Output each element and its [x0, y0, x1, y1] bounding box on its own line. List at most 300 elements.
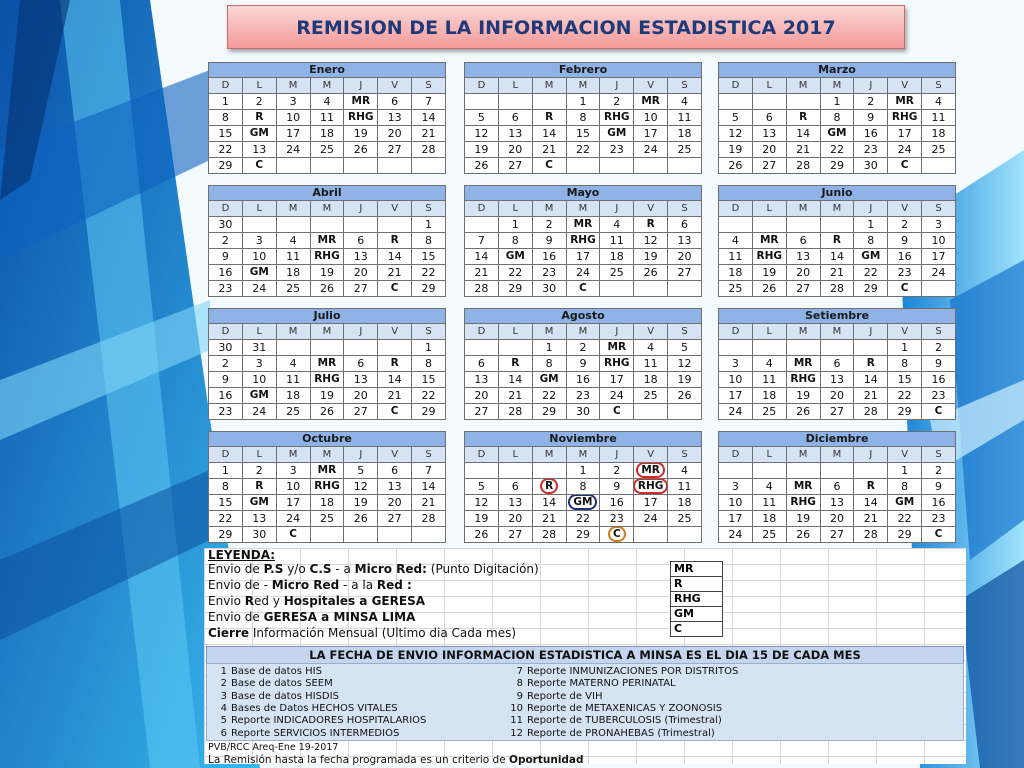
day-cell: 22 [888, 388, 922, 404]
day-cell: 13 [820, 495, 854, 511]
circled-mark: RHG [635, 480, 667, 492]
day-cell: 16 [888, 249, 922, 265]
day-cell: 22 [566, 142, 600, 158]
day-cell: 26 [634, 265, 668, 281]
code-cell: MR [888, 94, 922, 110]
legend-code: MR [671, 562, 723, 577]
code-cell: C [242, 158, 276, 174]
day-cell: 11 [719, 249, 753, 265]
legend-item [208, 626, 516, 640]
day-cell: 8 [498, 233, 532, 249]
code-cell: MR [752, 233, 786, 249]
code-cell: R [786, 110, 820, 126]
day-cell: 29 [532, 404, 566, 420]
day-cell [412, 158, 446, 174]
legend-item [208, 578, 412, 592]
day-cell: 17 [566, 249, 600, 265]
day-cell: 16 [922, 372, 956, 388]
day-cell: 18 [600, 249, 634, 265]
code-cell: C [532, 158, 566, 174]
day-cell: 2 [600, 463, 634, 479]
weekday-header: M [786, 324, 820, 340]
day-cell: 23 [922, 388, 956, 404]
weekday-header: V [634, 201, 668, 217]
day-cell: 6 [820, 479, 854, 495]
weekday-header: S [668, 447, 702, 463]
report-name: Reporte de METAXENICAS Y ZOONOSIS [527, 702, 723, 714]
weekday-header: L [752, 324, 786, 340]
day-cell: 21 [532, 511, 566, 527]
day-cell: 12 [344, 479, 378, 495]
day-cell [600, 281, 634, 297]
day-cell: 26 [344, 142, 378, 158]
day-cell: 3 [242, 233, 276, 249]
code-cell: MR [310, 233, 344, 249]
weekday-header: J [344, 447, 378, 463]
weekday-header: L [242, 201, 276, 217]
day-cell: 2 [854, 94, 888, 110]
day-cell: 15 [888, 372, 922, 388]
day-cell: 21 [465, 265, 499, 281]
weekday-header: V [888, 447, 922, 463]
day-cell: 25 [668, 142, 702, 158]
day-cell [719, 340, 753, 356]
weekday-header: D [465, 447, 499, 463]
day-cell: 24 [719, 404, 753, 420]
weekday-header: V [378, 78, 412, 94]
day-cell: 28 [532, 527, 566, 543]
day-cell: 13 [668, 233, 702, 249]
weekday-header: M [786, 447, 820, 463]
day-cell: 26 [465, 158, 499, 174]
day-cell: 14 [854, 495, 888, 511]
weekday-header: V [378, 201, 412, 217]
day-cell: 23 [600, 142, 634, 158]
day-cell: 20 [344, 388, 378, 404]
day-cell: 16 [209, 265, 243, 281]
day-cell [668, 527, 702, 543]
weekday-header: D [719, 78, 753, 94]
day-cell: 4 [668, 94, 702, 110]
day-cell: 30 [854, 158, 888, 174]
code-cell: MR [566, 217, 600, 233]
weekday-header: S [922, 324, 956, 340]
day-cell: 6 [498, 479, 532, 495]
day-cell: 26 [310, 281, 344, 297]
day-cell: 6 [752, 110, 786, 126]
weekday-header: M [786, 201, 820, 217]
day-cell: 29 [412, 281, 446, 297]
month-name: Enero [209, 63, 446, 78]
day-cell: 6 [344, 356, 378, 372]
day-cell [532, 463, 566, 479]
day-cell [786, 463, 820, 479]
weekday-header: J [854, 324, 888, 340]
day-cell: 2 [600, 94, 634, 110]
day-cell: 23 [854, 142, 888, 158]
day-cell [719, 217, 753, 233]
day-cell: 24 [276, 511, 310, 527]
code-cell: MR [634, 94, 668, 110]
month-calendar [464, 431, 702, 543]
day-cell: 14 [854, 372, 888, 388]
code-cell: GM [854, 249, 888, 265]
day-cell: 16 [922, 495, 956, 511]
day-cell: 27 [498, 527, 532, 543]
weekday-header: L [242, 324, 276, 340]
day-cell: 30 [532, 281, 566, 297]
day-cell: 23 [922, 511, 956, 527]
day-cell: 22 [209, 142, 243, 158]
report-name: Bases de Datos HECHOS VITALES [231, 702, 398, 714]
weekday-header: D [209, 201, 243, 217]
report-item [507, 715, 722, 726]
code-cell: R [854, 479, 888, 495]
day-cell: 22 [566, 511, 600, 527]
code-cell: GM [532, 372, 566, 388]
day-cell: 18 [719, 265, 753, 281]
day-cell: 22 [209, 511, 243, 527]
month-name: Febrero [465, 63, 702, 78]
day-cell: 14 [378, 372, 412, 388]
weekday-header: J [854, 78, 888, 94]
circled-mark: R [542, 480, 556, 492]
day-cell: 1 [854, 217, 888, 233]
code-cell: RHG [752, 249, 786, 265]
day-cell [498, 94, 532, 110]
day-cell: 8 [209, 479, 243, 495]
legend-item-text: ed y [254, 594, 284, 608]
day-cell: 1 [209, 463, 243, 479]
day-cell: 20 [752, 142, 786, 158]
day-cell: 8 [412, 233, 446, 249]
month-calendar [208, 185, 446, 297]
weekday-header: M [820, 78, 854, 94]
weekday-header: M [566, 78, 600, 94]
report-item [211, 666, 322, 677]
day-cell [752, 94, 786, 110]
weekday-header: J [600, 447, 634, 463]
month-calendar [208, 431, 446, 543]
code-cell [600, 527, 634, 543]
day-cell [854, 340, 888, 356]
day-cell: 17 [276, 126, 310, 142]
day-cell: 24 [634, 142, 668, 158]
day-cell: 13 [344, 249, 378, 265]
day-cell: 17 [719, 511, 753, 527]
day-cell: 14 [498, 372, 532, 388]
day-cell: 20 [344, 265, 378, 281]
day-cell: 22 [888, 511, 922, 527]
day-cell [532, 94, 566, 110]
day-cell: 23 [209, 404, 243, 420]
weekday-header: D [465, 201, 499, 217]
day-cell: 4 [600, 217, 634, 233]
day-cell: 18 [276, 388, 310, 404]
day-cell [498, 463, 532, 479]
day-cell: 18 [752, 511, 786, 527]
report-item [507, 703, 722, 714]
day-cell: 27 [668, 265, 702, 281]
weekday-header: J [854, 201, 888, 217]
day-cell: 17 [634, 126, 668, 142]
day-cell: 19 [719, 142, 753, 158]
weekday-header: L [498, 324, 532, 340]
weekday-header: J [344, 324, 378, 340]
footer-note-text: La Remisión hasta la fecha programada es un criterio de [208, 754, 506, 766]
report-name: Base de datos HIS [231, 666, 322, 677]
day-cell: 11 [634, 356, 668, 372]
day-cell: 20 [498, 142, 532, 158]
day-cell: 24 [634, 511, 668, 527]
day-cell [344, 340, 378, 356]
day-cell: 22 [532, 388, 566, 404]
day-cell: 12 [465, 126, 499, 142]
day-cell [668, 158, 702, 174]
code-cell: RHG [310, 479, 344, 495]
day-cell: 5 [668, 340, 702, 356]
day-cell: 11 [276, 372, 310, 388]
weekday-header: D [719, 447, 753, 463]
month-calendar [718, 431, 956, 543]
day-cell: 29 [820, 158, 854, 174]
day-cell: 18 [310, 126, 344, 142]
weekday-header: L [752, 201, 786, 217]
weekday-header: D [209, 324, 243, 340]
day-cell: 15 [412, 249, 446, 265]
day-cell: 21 [854, 388, 888, 404]
code-cell: R [378, 356, 412, 372]
weekday-header: L [752, 78, 786, 94]
report-number: 9 [516, 690, 523, 702]
day-cell [276, 158, 310, 174]
weekday-header: L [498, 78, 532, 94]
day-cell: 19 [310, 388, 344, 404]
day-cell: 21 [820, 265, 854, 281]
report-item [211, 691, 339, 702]
day-cell: 20 [820, 388, 854, 404]
day-cell: 5 [344, 463, 378, 479]
day-cell [465, 94, 499, 110]
day-cell: 9 [532, 233, 566, 249]
weekday-header: S [922, 201, 956, 217]
day-cell: 16 [854, 126, 888, 142]
weekday-header: M [820, 447, 854, 463]
weekday-header: V [378, 447, 412, 463]
month-name: Agosto [465, 309, 702, 324]
day-cell: 25 [600, 265, 634, 281]
day-cell: 25 [276, 281, 310, 297]
day-cell [412, 527, 446, 543]
day-cell: 1 [888, 463, 922, 479]
day-cell: 29 [209, 527, 243, 543]
day-cell: 11 [600, 233, 634, 249]
day-cell: 11 [310, 110, 344, 126]
day-cell: 19 [668, 372, 702, 388]
day-cell: 11 [752, 372, 786, 388]
day-cell: 8 [888, 479, 922, 495]
code-cell: RHG [600, 110, 634, 126]
code-cell: C [888, 281, 922, 297]
day-cell: 12 [719, 126, 753, 142]
day-cell: 28 [412, 511, 446, 527]
day-cell: 4 [276, 356, 310, 372]
report-name: Reporte INDICADORES HOSPITALARIOS [231, 715, 427, 727]
day-cell [378, 158, 412, 174]
weekday-header: V [888, 201, 922, 217]
code-cell: R [242, 110, 276, 126]
day-cell: 13 [242, 142, 276, 158]
code-cell: C [888, 158, 922, 174]
day-cell: 20 [378, 126, 412, 142]
legend-item [208, 562, 539, 576]
day-cell: 5 [719, 110, 753, 126]
day-cell: 30 [242, 527, 276, 543]
report-number: 7 [516, 666, 523, 677]
day-cell: 17 [888, 126, 922, 142]
legend-item-text: GERESA a MINSA LIMA [263, 610, 416, 624]
day-cell: 21 [412, 495, 446, 511]
code-cell: C [922, 404, 956, 420]
code-cell [532, 479, 566, 495]
day-cell: 30 [209, 340, 243, 356]
code-cell: GM [888, 495, 922, 511]
day-cell: 20 [668, 249, 702, 265]
day-cell: 2 [888, 217, 922, 233]
day-cell: 10 [719, 372, 753, 388]
day-cell [276, 217, 310, 233]
day-cell: 1 [566, 463, 600, 479]
day-cell: 28 [854, 527, 888, 543]
day-cell [344, 217, 378, 233]
day-cell: 29 [854, 281, 888, 297]
day-cell: 1 [888, 340, 922, 356]
day-cell: 13 [465, 372, 499, 388]
day-cell: 20 [820, 511, 854, 527]
day-cell [820, 340, 854, 356]
weekday-header: J [600, 201, 634, 217]
weekday-header: D [465, 324, 499, 340]
legend-item-text: Hospitales a GERESA [283, 594, 425, 608]
day-cell: 3 [276, 463, 310, 479]
weekday-header: S [412, 324, 446, 340]
day-cell: 17 [922, 249, 956, 265]
day-cell [634, 281, 668, 297]
weekday-header: S [922, 447, 956, 463]
weekday-header: D [719, 324, 753, 340]
report-number: 6 [220, 727, 227, 739]
month-name: Abril [209, 186, 446, 201]
report-item [507, 728, 715, 739]
day-cell [566, 158, 600, 174]
day-cell: 15 [209, 126, 243, 142]
day-cell: 25 [922, 142, 956, 158]
footer-note [208, 754, 584, 766]
month-calendar [718, 308, 956, 420]
day-cell: 11 [922, 110, 956, 126]
code-cell: R [242, 479, 276, 495]
report-name: Base de datos HISDIS [231, 690, 339, 702]
day-cell: 3 [242, 356, 276, 372]
day-cell: 6 [344, 233, 378, 249]
day-cell: 16 [600, 495, 634, 511]
day-cell [752, 463, 786, 479]
weekday-header: V [634, 78, 668, 94]
day-cell [668, 404, 702, 420]
day-cell [922, 281, 956, 297]
circled-mark: MR [638, 464, 663, 476]
page-title: REMISION DE LA INFORMACION ESTADISTICA 2017 [227, 5, 905, 49]
legend-item-text: Envio [208, 594, 245, 608]
day-cell: 17 [276, 495, 310, 511]
weekday-header: M [276, 447, 310, 463]
code-cell: GM [242, 126, 276, 142]
day-cell: 2 [242, 94, 276, 110]
day-cell: 7 [465, 233, 499, 249]
day-cell: 30 [209, 217, 243, 233]
code-cell: R [634, 217, 668, 233]
day-cell: 8 [412, 356, 446, 372]
legend-code: GM [671, 607, 723, 622]
day-cell: 6 [378, 94, 412, 110]
day-cell: 15 [412, 372, 446, 388]
weekday-header: M [820, 201, 854, 217]
footer-reference: PVB/RCC Areq-Ene 19-2017 [208, 742, 339, 753]
day-cell: 15 [566, 126, 600, 142]
day-cell: 1 [498, 217, 532, 233]
day-cell: 9 [854, 110, 888, 126]
month-calendar [464, 62, 702, 174]
code-cell: R [498, 356, 532, 372]
code-cell: C [378, 281, 412, 297]
report-name: Base de datos SEEM [231, 678, 333, 690]
weekday-header: M [532, 324, 566, 340]
day-cell: 6 [820, 356, 854, 372]
day-cell: 27 [820, 404, 854, 420]
day-cell: 2 [242, 463, 276, 479]
month-calendar [464, 185, 702, 297]
weekday-header: M [566, 447, 600, 463]
day-cell: 18 [310, 495, 344, 511]
legend-item-text: Red : [376, 578, 412, 592]
code-cell [634, 463, 668, 479]
day-cell [820, 217, 854, 233]
month-name: Setiembre [719, 309, 956, 324]
day-cell: 14 [412, 110, 446, 126]
day-cell: 16 [566, 372, 600, 388]
day-cell: 19 [344, 126, 378, 142]
month-calendar [208, 308, 446, 420]
day-cell: 4 [719, 233, 753, 249]
code-cell: RHG [786, 372, 820, 388]
code-cell: RHG [786, 495, 820, 511]
day-cell: 6 [465, 356, 499, 372]
code-cell: C [566, 281, 600, 297]
month-name: Octubre [209, 432, 446, 447]
code-cell: RHG [566, 233, 600, 249]
day-cell: 2 [922, 340, 956, 356]
month-calendar [208, 62, 446, 174]
day-cell: 31 [242, 340, 276, 356]
report-number: 10 [510, 702, 523, 714]
day-cell: 18 [668, 495, 702, 511]
day-cell: 4 [310, 94, 344, 110]
day-cell: 2 [566, 340, 600, 356]
day-cell: 28 [412, 142, 446, 158]
day-cell: 14 [412, 479, 446, 495]
weekday-header: M [820, 324, 854, 340]
weekday-header: S [412, 447, 446, 463]
